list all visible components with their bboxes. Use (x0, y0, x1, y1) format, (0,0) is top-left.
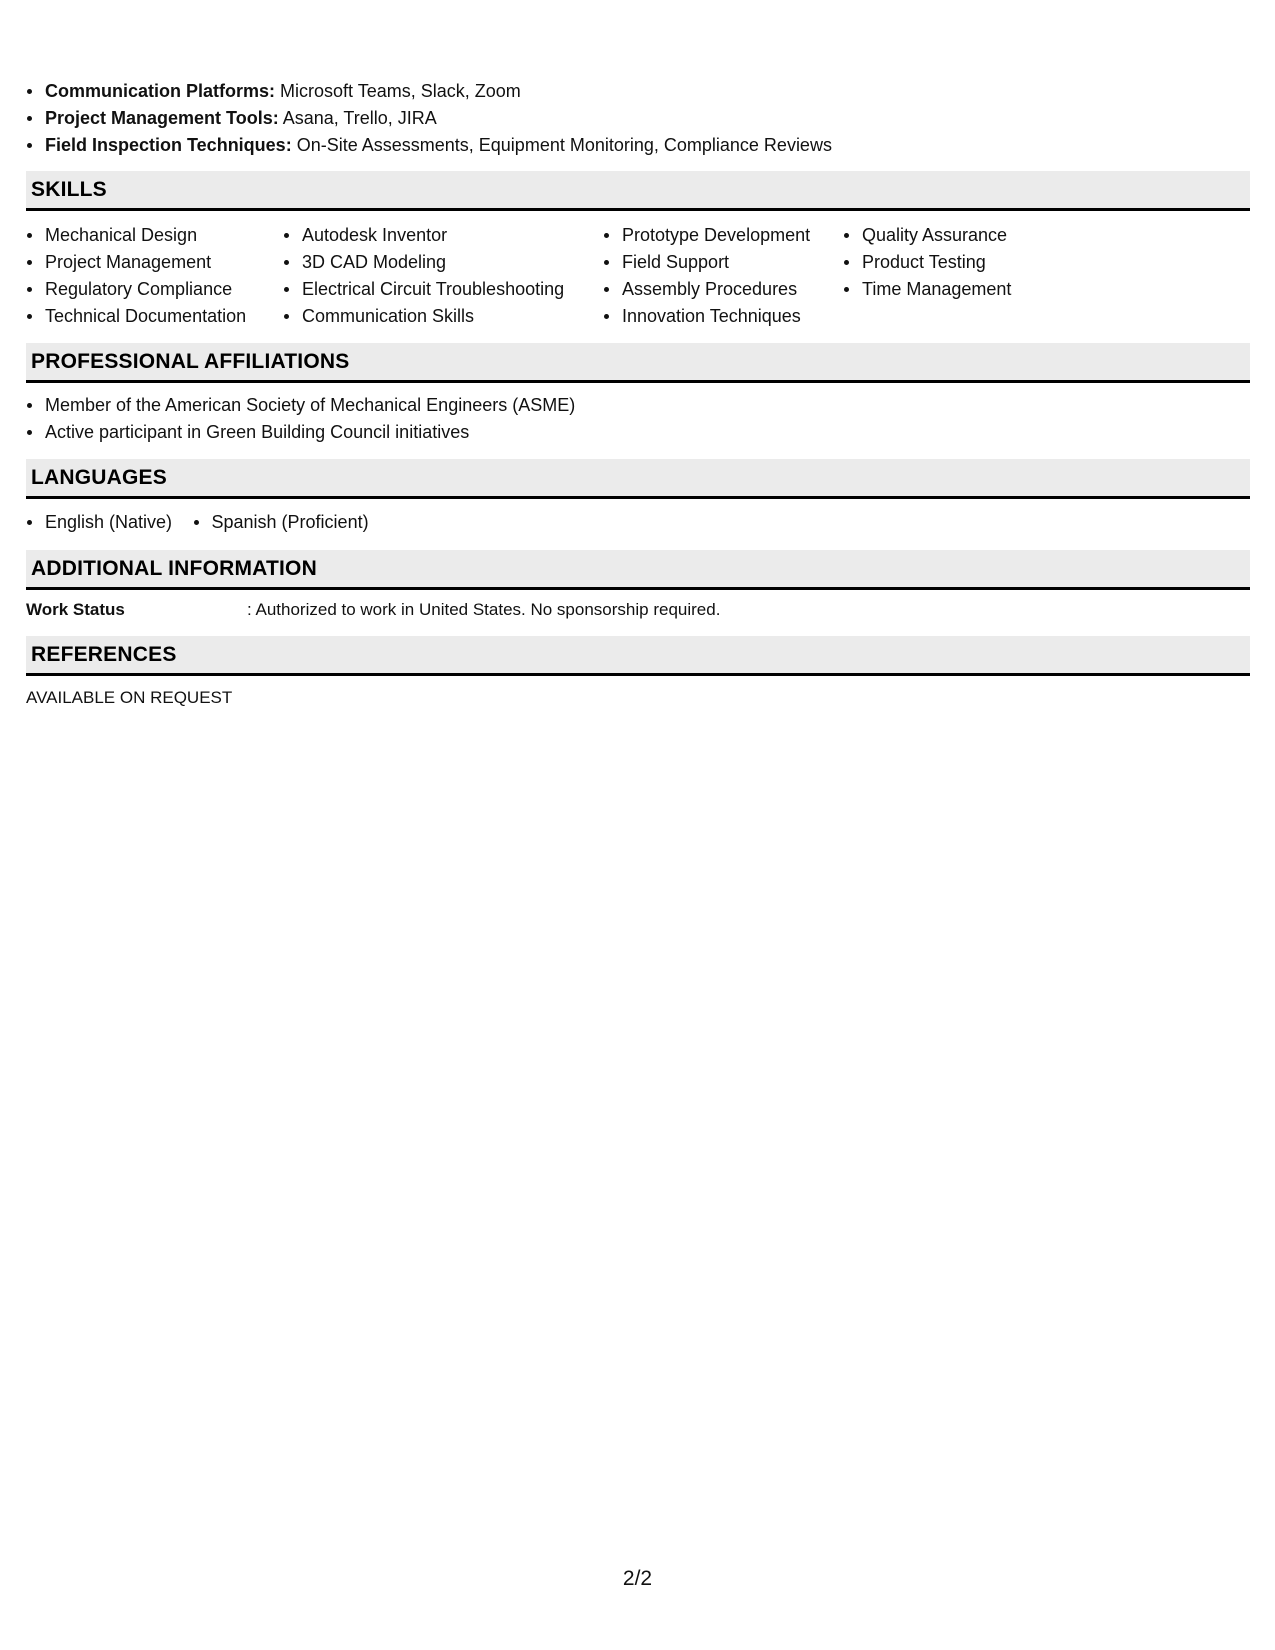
section-title: PROFESSIONAL AFFILIATIONS (31, 350, 350, 373)
list-item: Prototype Development (603, 222, 810, 249)
tools-list (26, 78, 832, 159)
list-item (26, 78, 832, 105)
list-item: Quality Assurance (843, 222, 1011, 249)
skills-column-3 (603, 222, 810, 330)
languages-list (26, 509, 385, 536)
list-item: Spanish (Proficient) (193, 509, 369, 536)
skills-section-header (26, 171, 1250, 211)
work-status-value: : Authorized to work in United States. No sponsorship required. (247, 600, 721, 619)
languages-section-header (26, 459, 1250, 499)
list-item: Field Support (603, 249, 810, 276)
list-item: Autodesk Inventor (283, 222, 564, 249)
section-title: LANGUAGES (31, 466, 167, 489)
references-text: AVAILABLE ON REQUEST (26, 688, 233, 707)
affiliations-list (26, 392, 575, 446)
list-item (26, 132, 832, 159)
item-label: Field Inspection Techniques: (45, 135, 292, 155)
list-item: English (Native) (26, 509, 172, 536)
skills-column-2 (283, 222, 564, 330)
additional-info-section-header (26, 550, 1250, 590)
section-title: ADDITIONAL INFORMATION (31, 557, 317, 580)
list-item: Assembly Procedures (603, 276, 810, 303)
list-item: Regulatory Compliance (26, 276, 246, 303)
item-label: Project Management Tools: (45, 108, 279, 128)
skills-column-4 (843, 222, 1011, 303)
list-item: Product Testing (843, 249, 1011, 276)
affiliations-section-header (26, 343, 1250, 383)
skills-column-1 (26, 222, 246, 330)
references-section-header (26, 636, 1250, 676)
list-item: Electrical Circuit Troubleshooting (283, 276, 564, 303)
section-title: SKILLS (31, 178, 107, 201)
list-item: Communication Skills (283, 303, 564, 330)
list-item: Mechanical Design (26, 222, 246, 249)
work-status-label: Work Status (26, 600, 125, 619)
item-label: Communication Platforms: (45, 81, 276, 101)
list-item: Technical Documentation (26, 303, 246, 330)
list-item (26, 105, 832, 132)
list-item: Member of the American Society of Mechanical Engineers (ASME) (26, 392, 575, 419)
list-item: Time Management (843, 276, 1011, 303)
item-value: On-Site Assessments, Equipment Monitoring, Compliance Reviews (296, 135, 832, 155)
list-item: Active participant in Green Building Council initiatives (26, 419, 575, 446)
item-value: Asana, Trello, JIRA (282, 108, 437, 128)
list-item: Innovation Techniques (603, 303, 810, 330)
list-item: Project Management (26, 249, 246, 276)
list-item: 3D CAD Modeling (283, 249, 564, 276)
page-number: 2/2 (622, 1567, 653, 1590)
item-value: Microsoft Teams, Slack, Zoom (280, 81, 521, 101)
section-title: REFERENCES (31, 643, 177, 666)
